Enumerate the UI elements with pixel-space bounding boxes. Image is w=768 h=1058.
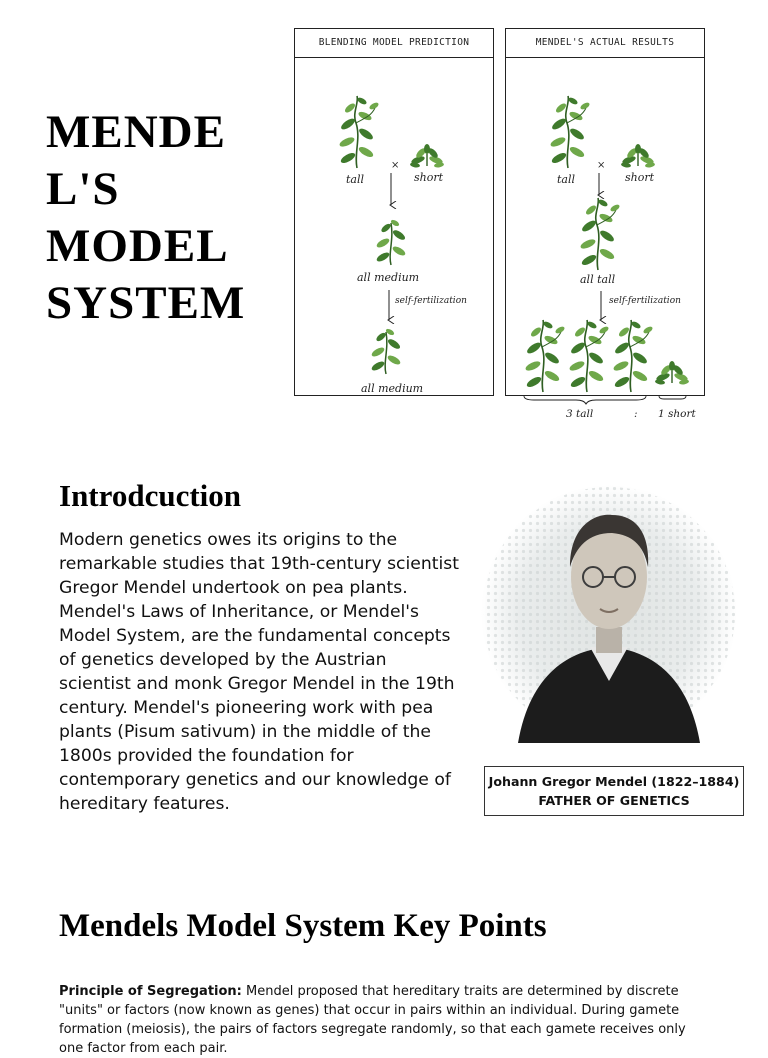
short-plant-icon <box>621 144 656 168</box>
blending-diagram <box>295 58 493 395</box>
principle-label: Principle of Segregation: <box>59 984 242 999</box>
tall-plant-icon <box>579 198 620 270</box>
ratio-short-label: 1 short <box>658 408 696 420</box>
parent-short-label: short <box>625 171 655 184</box>
self-fertilization-label: self-fertilization <box>395 296 467 306</box>
intro-body: Modern genetics owes its origins to the remarkable studies that 19th-century scientist Gregor Mendel undertook on pea plants. Mendel's Laws of Inheritance, or Mendel's Model System, are the fundamental concepts of genetics developed by the Austrian scientist and monk Gregor Mendel in the 19th century. Mendel's pioneering work with pea plants (Pisum sativum) in the middle of the 1800s provided the foundation for contemporary genetics and our knowledge of hereditary features. <box>59 530 459 814</box>
title-line: MENDE <box>46 106 226 158</box>
page-title <box>46 104 276 332</box>
actual-panel-header: MENDEL'S ACTUAL RESULTS <box>506 29 704 58</box>
actual-results-panel <box>505 28 705 420</box>
principle-text: Mendel proposed that hereditary traits are determined by discrete "units" or factors (now known as genes) that occur in pairs within an individual. During gamete formation (meiosis), the pairs of factors segregate randomly, so that each gamete receives only one factor from each pair. <box>59 984 686 1056</box>
tall-plant-icon <box>568 320 609 392</box>
parent-tall-label: tall <box>557 173 576 186</box>
cross-symbol: × <box>391 160 400 171</box>
title-line: MODEL <box>46 220 229 272</box>
portrait-caption <box>484 766 744 816</box>
blending-panel-header: BLENDING MODEL PREDICTION <box>295 29 493 58</box>
tall-group-brace <box>524 396 646 404</box>
key-points-heading: Mendels Model System Key Points <box>59 908 547 944</box>
blending-model-panel <box>294 28 494 396</box>
parent-tall-label: tall <box>346 173 365 186</box>
f1-label: all medium <box>357 271 420 284</box>
actual-results-diagram <box>506 58 704 420</box>
self-fertilization-label: self-fertilization <box>609 296 681 306</box>
tall-plant-icon <box>338 96 379 168</box>
mendel-portrait <box>478 485 740 753</box>
caption-name: Johann Gregor Mendel (1822–1884) <box>488 774 740 789</box>
ratio-separator: : <box>634 408 638 420</box>
short-plant-icon <box>410 144 445 168</box>
f2-label: all medium <box>361 382 424 395</box>
ratio-tall-label: 3 tall <box>566 408 594 420</box>
cross-symbol: × <box>597 160 606 171</box>
f1-label: all tall <box>580 273 616 286</box>
parent-short-label: short <box>414 171 444 184</box>
intro-heading: Introdcuction <box>59 478 242 513</box>
title-line: SYSTEM <box>46 277 246 329</box>
tall-plant-icon <box>549 96 590 168</box>
medium-plant-icon <box>375 219 406 265</box>
title-line: L'S <box>46 163 120 215</box>
portrait-neck <box>596 627 622 653</box>
short-group-brace <box>659 396 686 399</box>
principle-of-segregation <box>59 982 699 1058</box>
tall-plant-icon <box>524 320 565 392</box>
medium-plant-icon <box>370 328 401 374</box>
short-plant-icon <box>655 361 690 385</box>
caption-title: FATHER OF GENETICS <box>538 793 690 808</box>
tall-plant-icon <box>612 320 653 392</box>
